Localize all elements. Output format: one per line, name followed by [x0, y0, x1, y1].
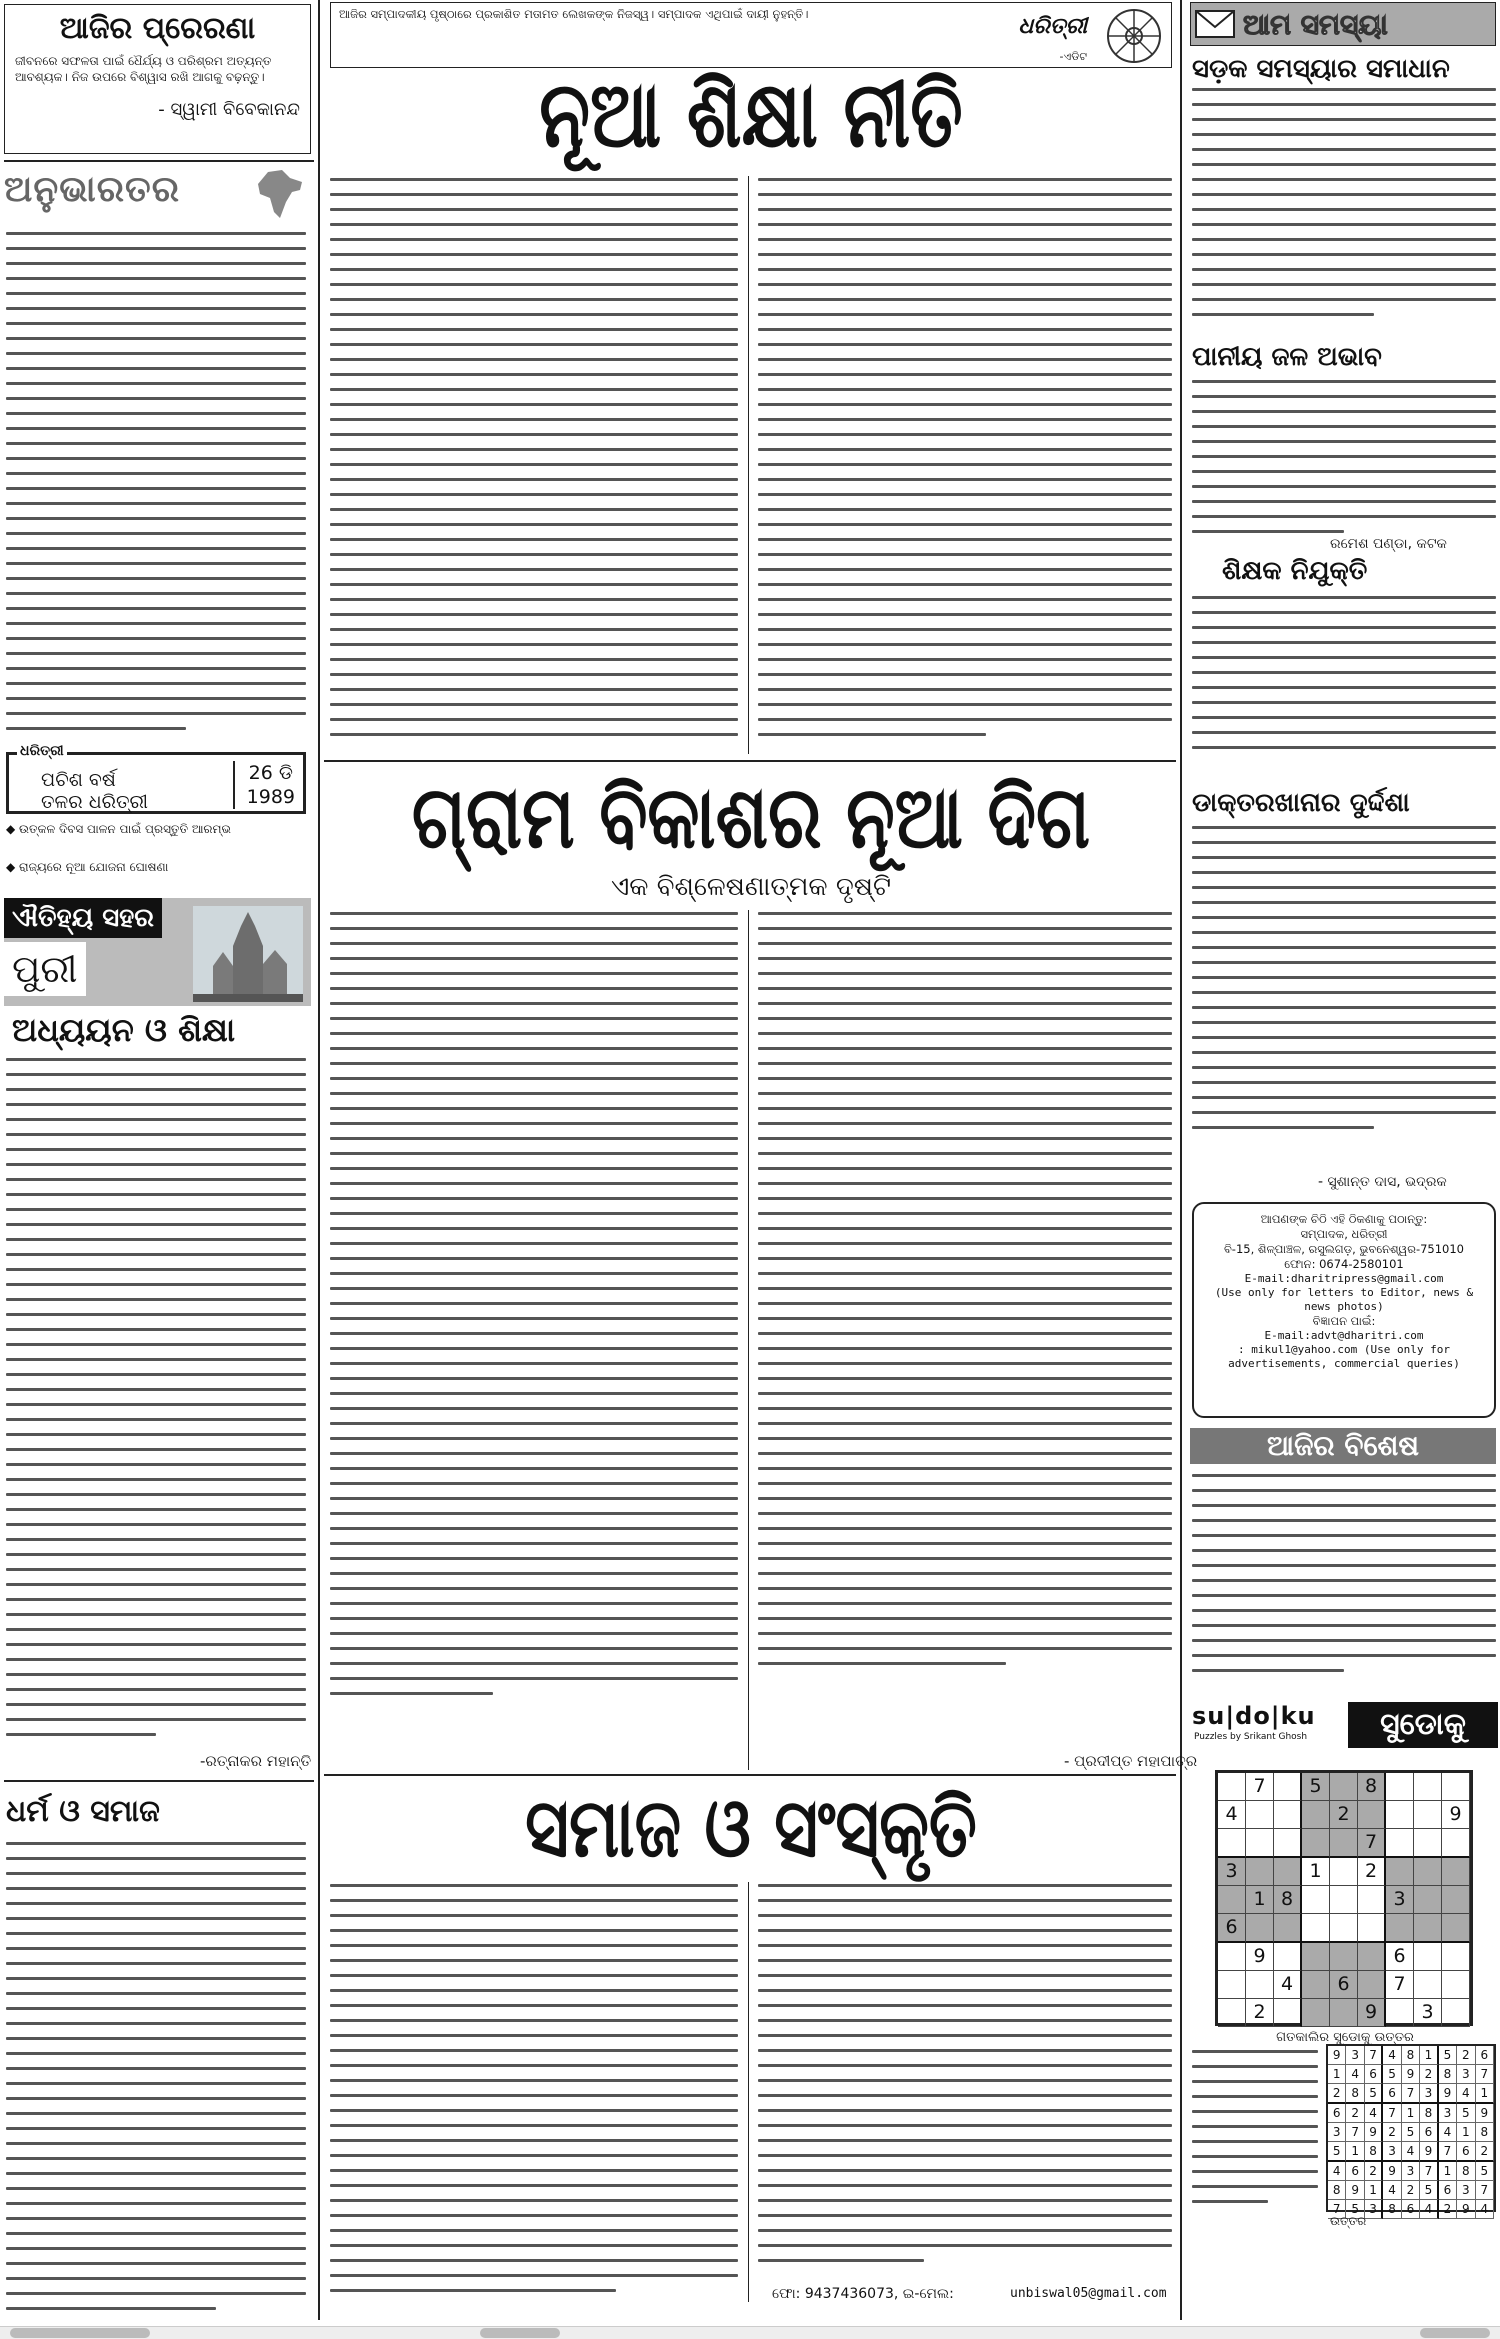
sudoku-answer-cell: 7: [1476, 2065, 1494, 2084]
sudoku-cell: 2: [1246, 1999, 1274, 2027]
letter-headline-3: ଶିକ୍ଷକ ନିଯୁକ୍ତି: [1222, 556, 1368, 586]
quote-title: ଆଜିର ପ୍ରେରଣା: [59, 11, 256, 46]
sudoku-cell: 7: [1358, 1829, 1386, 1858]
sudoku-answer-cell: 1: [1365, 2181, 1383, 2200]
quote-author: - ସ୍ୱାମୀ ବିବେକାନନ୍ଦ: [158, 99, 300, 120]
sudoku-cell: [1358, 1943, 1386, 1971]
quote-box: [4, 4, 311, 154]
sudoku-answer-cell: 8: [1365, 2142, 1383, 2162]
sudoku-answer-cell: 2: [1365, 2162, 1383, 2181]
sudoku-answer-cell: 4: [1402, 2142, 1420, 2162]
sudoku-cell: [1442, 1999, 1470, 2027]
sudoku-grid: [1215, 1770, 1473, 2026]
sudoku-cell: 2: [1330, 1801, 1358, 1829]
sudoku-cell: 9: [1442, 1801, 1470, 1829]
sudoku-cell: [1246, 1971, 1274, 1999]
letter-headline-1: ସଡ଼କ ସମସ୍ୟାର ସମାଧାନ: [1192, 54, 1450, 84]
sudoku-cell: [1274, 1858, 1302, 1886]
contact-address: ବି-15, ଶିଳ୍ପାଞ୍ଚଳ, ରସୁଲଗଡ଼, ଭୁବନେଶ୍ୱର-751010: [1223, 1242, 1465, 1256]
notice-body: [1192, 1474, 1496, 1694]
sudoku-cell: [1274, 1914, 1302, 1943]
column-divider: [748, 176, 749, 754]
bullet-text: ରାଜ୍ୟରେ ନୂଆ ଯୋଜନା ଘୋଷଣା: [19, 860, 169, 874]
byline-second: - ପ୍ରଦୀପ୍ତ ମହାପାତ୍ର: [1064, 1752, 1198, 1770]
sudoku-answer-cell: 5: [1476, 2162, 1494, 2181]
notice-banner: ଆଜିର ବିଶେଷ: [1190, 1428, 1496, 1464]
sudoku-cell: [1302, 1801, 1330, 1829]
column-divider: [318, 0, 320, 2320]
sudoku-cell: 8: [1358, 1773, 1386, 1801]
sudoku-answer-cell: 8: [1402, 2046, 1420, 2065]
sudoku-answer-cell: 7: [1328, 2200, 1346, 2219]
contact-phone: ଫୋନ: 0674-2580101: [1284, 1257, 1404, 1271]
sudoku-cell: [1358, 1914, 1386, 1943]
masthead-logo: ଧରିତ୍ରୀ: [1018, 14, 1087, 39]
sudoku-cell: [1274, 1943, 1302, 1971]
sudoku-cell: [1414, 1914, 1442, 1943]
sudoku-answer-cell: 8: [1439, 2065, 1457, 2084]
sudoku-caption: ଗତକାଲିର ସୁଡୋକୁ ଉତ୍ତର: [1276, 2030, 1414, 2045]
sudoku-cell: [1302, 1886, 1330, 1914]
sudoku-cell: [1302, 1971, 1330, 1999]
sudoku-cell: [1246, 1858, 1274, 1886]
sudoku-cell: [1218, 1829, 1246, 1858]
column-divider: [748, 910, 749, 1770]
sudoku-answer-cell: 6: [1476, 2046, 1494, 2065]
temple-icon: [193, 906, 303, 1002]
sudoku-cell: [1358, 1886, 1386, 1914]
sudoku-answer-cell: 1: [1402, 2104, 1420, 2123]
sudoku-answer-cell: 9: [1457, 2200, 1475, 2219]
letter-signature: - ସୁଶାନ୍ତ ଦାସ, ଭଦ୍ରକ: [1318, 1174, 1447, 1190]
sudoku-cell: [1274, 1801, 1302, 1829]
sudoku-cell: [1442, 1914, 1470, 1943]
sudoku-cell: 9: [1358, 1999, 1386, 2027]
sudoku-cell: [1414, 1971, 1442, 1999]
article-body-left-2: [6, 1058, 306, 1750]
years-line-1: ପଚିଶ ବର୍ଷ: [41, 769, 116, 791]
byline-left: -ରତ୍ନାକର ମହାନ୍ତି: [200, 1752, 312, 1770]
letters-banner: [1190, 2, 1496, 46]
contact-line: ସମ୍ପାଦକ, ଧରିତ୍ରୀ: [1300, 1227, 1388, 1241]
sudoku-cell: [1414, 1943, 1442, 1971]
sudoku-answer-cell: 8: [1328, 2181, 1346, 2200]
sudoku-cell: 2: [1358, 1858, 1386, 1886]
sudoku-answer-cell: 6: [1439, 2181, 1457, 2200]
sudoku-cell: [1386, 1773, 1414, 1801]
sudoku-answer-cell: 2: [1439, 2200, 1457, 2219]
sudoku-answer-cell: 7: [1439, 2142, 1457, 2162]
sudoku-cell: [1358, 1801, 1386, 1829]
sudoku-cell: [1218, 1943, 1246, 1971]
column-divider: [1180, 0, 1182, 2320]
sudoku-cell: 4: [1274, 1971, 1302, 1999]
sudoku-cell: [1442, 1773, 1470, 1801]
sudoku-cell: 1: [1302, 1858, 1330, 1886]
letter-signature: ରମେଶ ପଣ୍ଡା, କଟକ: [1330, 536, 1447, 552]
sudoku-answer-cell: 9: [1383, 2162, 1401, 2181]
sudoku-cell: 7: [1386, 1971, 1414, 1999]
second-subheadline: ଏକ ବିଶ୍ଳେଷଣାତ୍ମକ ଦୃଷ୍ଟି: [611, 872, 891, 902]
years-ago-box: [6, 743, 306, 814]
sudoku-instructions: [1192, 2050, 1318, 2240]
years-date-year: 1989: [246, 786, 295, 808]
contact-box: [1192, 1202, 1496, 1418]
second-headline: ଗ୍ରାମ ବିକାଶର ନୂଆ ଦିଗ: [411, 767, 1091, 868]
sudoku-answer-cell: 8: [1383, 2200, 1401, 2219]
sudoku-cell: [1414, 1886, 1442, 1914]
sudoku-answer-cell: 2: [1402, 2181, 1420, 2200]
sudoku-cell: [1218, 1971, 1246, 1999]
article-body-1b: [758, 178, 1172, 754]
third-headline: ସମାଜ ଓ ସଂସ୍କୃତି: [525, 1780, 977, 1876]
scrollbar-thumb[interactable]: [1420, 2328, 1490, 2338]
years-date-day: 26 ଡି: [248, 762, 293, 784]
sudoku-answer-cell: 5: [1402, 2123, 1420, 2142]
sudoku-cell: 7: [1246, 1773, 1274, 1801]
section-divider: [324, 1774, 1176, 1776]
sudoku-answer-cell: 1: [1439, 2162, 1457, 2181]
byline-third: ଫୋ: 9437436073, ଇ-ମେଲ:: [772, 2286, 954, 2302]
sudoku-answer-cell: 7: [1476, 2181, 1494, 2200]
bullet-text: ଉତ୍କଳ ଦିବସ ପାଳନ ପାଇଁ ପ୍ରସ୍ତୁତି ଆରମ୍ଭ: [19, 822, 231, 836]
sudoku-answer-cell: 4: [1439, 2123, 1457, 2142]
sudoku-answer-cell: 4: [1346, 2065, 1364, 2084]
bullet-item: ◆ ଉତ୍କଳ ଦିବସ ପାଳନ ପାଇଁ ପ୍ରସ୍ତୁତି ଆରମ୍ଭ: [6, 822, 231, 836]
sudoku-answer-cell: 7: [1365, 2046, 1383, 2065]
sudoku-cell: [1274, 1829, 1302, 1858]
sudoku-answer-cell: 3: [1457, 2181, 1475, 2200]
letter-body-1: [1192, 88, 1496, 334]
sudoku-answer-cell: 9: [1420, 2142, 1438, 2162]
sudoku-cell: [1274, 1999, 1302, 2027]
sudoku-cell: [1302, 1829, 1330, 1858]
sudoku-answer-cell: 2: [1328, 2084, 1346, 2104]
letter-headline-2: ପାନୀୟ ଜଳ ଅଭାବ: [1192, 342, 1382, 372]
sudoku-answer-cell: 7: [1402, 2084, 1420, 2104]
sudoku-answer-cell: 5: [1383, 2065, 1401, 2084]
sudoku-answer-cell: 4: [1383, 2046, 1401, 2065]
sudoku-answer-cell: 6: [1346, 2162, 1364, 2181]
sudoku-answer-cell: 5: [1328, 2142, 1346, 2162]
sudoku-answer-cell: 5: [1365, 2084, 1383, 2104]
sudoku-cell: [1218, 1773, 1246, 1801]
contact-note: (Use only for letters to Editor, news & news photos): [1214, 1286, 1474, 1313]
sudoku-cell: 5: [1302, 1773, 1330, 1801]
sudoku-answer-cell: 3: [1439, 2104, 1457, 2123]
sudoku-cell: 3: [1218, 1858, 1246, 1886]
years-date: [233, 761, 295, 809]
sudoku-answer-cell: 6: [1457, 2142, 1475, 2162]
article-body-2b: [758, 912, 1172, 1742]
sudoku-cell: [1218, 1999, 1246, 2027]
sudoku-answer-cell: 7: [1383, 2104, 1401, 2123]
sudoku-answer-cell: 9: [1402, 2065, 1420, 2084]
sudoku-cell: [1302, 1999, 1330, 2027]
sudoku-answer-cell: 4: [1383, 2181, 1401, 2200]
envelope-icon: [1195, 7, 1235, 41]
sudoku-answer-cell: 7: [1346, 2123, 1364, 2142]
sudoku-cell: [1442, 1858, 1470, 1886]
sudoku-answer-cell: 3: [1365, 2200, 1383, 2219]
sudoku-answer-cell: 1: [1420, 2046, 1438, 2065]
sudoku-cell: [1330, 1829, 1358, 1858]
sudoku-cell: 6: [1330, 1971, 1358, 1999]
sudoku-cell: [1218, 1886, 1246, 1914]
sudoku-answer-cell: 3: [1328, 2123, 1346, 2142]
sudoku-cell: 6: [1386, 1943, 1414, 1971]
sudoku-answer-cell: 1: [1346, 2142, 1364, 2162]
section-divider: [4, 160, 314, 162]
sudoku-answer-cell: 8: [1420, 2104, 1438, 2123]
sudoku-answer-cell: 6: [1402, 2200, 1420, 2219]
sudoku-cell: 1: [1246, 1886, 1274, 1914]
place-banner: [4, 898, 311, 1006]
sudoku-answer-cell: 2: [1457, 2046, 1475, 2065]
india-map-icon: [250, 168, 308, 224]
page-label: -ଏଡିଟ: [1059, 50, 1087, 63]
sudoku-cell: 3: [1386, 1886, 1414, 1914]
scrollbar-thumb[interactable]: [10, 2328, 150, 2338]
sudoku-answer-cell: 6: [1383, 2084, 1401, 2104]
sudoku-cell: 4: [1218, 1801, 1246, 1829]
sudoku-cell: [1246, 1914, 1274, 1943]
sudoku-answer-cell: 3: [1457, 2065, 1475, 2084]
sudoku-cell: [1386, 1801, 1414, 1829]
letter-body-2: [1192, 380, 1496, 550]
section-divider: [324, 760, 1176, 762]
left-headline-2: ଅଧ୍ୟୟନ ଓ ଶିକ୍ଷା: [12, 1011, 236, 1049]
sudoku-answer-cell: 1: [1457, 2123, 1475, 2142]
sudoku-cell: [1274, 1773, 1302, 1801]
place-subtitle: ପୁରୀ: [4, 942, 86, 996]
sudoku-answer-cell: 8: [1457, 2162, 1475, 2181]
contact-email[interactable]: : mikul1@yahoo.com (Use only for advertisements, commercial queries): [1228, 1343, 1460, 1370]
sudoku-answer-cell: 9: [1439, 2084, 1457, 2104]
sudoku-cell: [1302, 1943, 1330, 1971]
letter-body-3: [1192, 596, 1496, 772]
contact-line: ବିଜ୍ଞାପନ ପାଇଁ:: [1312, 1314, 1376, 1328]
sudoku-header: [1192, 1702, 1498, 1750]
article-body-left-1: [6, 232, 306, 744]
sudoku-answer-cell: 6: [1365, 2065, 1383, 2084]
masthead-strip: [330, 2, 1172, 68]
masthead-strip-text: ଆଜିର ସମ୍ପାଦକୀୟ ପୃଷ୍ଠାରେ ପ୍ରକାଶିତ ମତାମତ ଲେଖକଙ୍କ ନିଜସ୍ୱ। ସମ୍ପାଦକ ଏଥିପାଇଁ ଦାୟୀ ନୁହନ୍ତି।: [339, 7, 809, 21]
column-divider: [748, 1882, 749, 2302]
sudoku-answer-cell: 2: [1383, 2123, 1401, 2142]
letter-body-4: [1192, 826, 1496, 1176]
sudoku-answer-grid: [1326, 2044, 1496, 2216]
sudoku-answer-cell: 9: [1328, 2046, 1346, 2065]
sudoku-cell: [1414, 1801, 1442, 1829]
sudoku-answer-cell: 4: [1457, 2084, 1475, 2104]
sudoku-cell: [1330, 1858, 1358, 1886]
sudoku-answer-cell: 5: [1457, 2104, 1475, 2123]
sudoku-answer-cell: 6: [1420, 2123, 1438, 2142]
sudoku-cell: [1442, 1971, 1470, 1999]
sudoku-answer-cell: 3: [1383, 2142, 1401, 2162]
sudoku-answer-cell: 1: [1328, 2065, 1346, 2084]
sudoku-cell: [1358, 1971, 1386, 1999]
wheel-emblem-icon: [1105, 7, 1163, 65]
sudoku-answer-cell: 2: [1420, 2065, 1438, 2084]
sudoku-cell: [1386, 1858, 1414, 1886]
contact-email[interactable]: E-mail:dharitripress@gmail.com: [1244, 1272, 1444, 1285]
sudoku-answer-caption: ଉତ୍ତର: [1330, 2214, 1367, 2228]
bullet-item: ◆ ରାଜ୍ୟରେ ନୂଆ ଯୋଜନା ଘୋଷଣା: [6, 860, 169, 874]
sudoku-answer-cell: 1: [1476, 2084, 1494, 2104]
section-divider: [4, 1780, 314, 1782]
sudoku-answer-cell: 4: [1476, 2200, 1494, 2219]
sudoku-cell: [1414, 1829, 1442, 1858]
main-headline: ନୂଆ ଶିକ୍ଷା ନୀତି: [539, 60, 963, 168]
sudoku-cell: [1302, 1914, 1330, 1943]
letter-headline-4: ଡାକ୍ତରଖାନାର ଦୁର୍ଦ୍ଦଶା: [1192, 788, 1410, 818]
sudoku-cell: [1246, 1829, 1274, 1858]
sudoku-title: ସୁଡୋକୁ: [1348, 1702, 1498, 1748]
sudoku-answer-cell: 6: [1328, 2104, 1346, 2123]
article-body-1a: [330, 178, 738, 754]
left-headline-3: ଧର୍ମ ଓ ସମାଜ: [6, 1794, 160, 1829]
sudoku-cell: [1330, 1914, 1358, 1943]
sudoku-answer-cell: 8: [1346, 2084, 1364, 2104]
sudoku-answer-cell: 4: [1365, 2104, 1383, 2123]
sudoku-answer-cell: 5: [1439, 2046, 1457, 2065]
sudoku-cell: 9: [1246, 1943, 1274, 1971]
sudoku-answer-cell: 9: [1346, 2181, 1364, 2200]
sudoku-cell: [1414, 1858, 1442, 1886]
sudoku-cell: [1330, 1773, 1358, 1801]
sudoku-answer-cell: 9: [1365, 2123, 1383, 2142]
contact-email[interactable]: E-mail:advt@dharitri.com: [1264, 1329, 1424, 1342]
sudoku-cell: [1330, 1886, 1358, 1914]
sudoku-cell: [1442, 1829, 1470, 1858]
sudoku-cell: [1442, 1886, 1470, 1914]
article-body-2a: [330, 912, 738, 1750]
sudoku-cell: 6: [1218, 1914, 1246, 1943]
sudoku-answer-cell: 3: [1420, 2084, 1438, 2104]
sudoku-cell: [1330, 1999, 1358, 2027]
sudoku-answer-cell: 3: [1402, 2162, 1420, 2181]
sudoku-wordmark: su|do|ku: [1192, 1702, 1316, 1730]
sudoku-cell: [1330, 1943, 1358, 1971]
sudoku-cell: [1246, 1801, 1274, 1829]
sudoku-cell: 8: [1274, 1886, 1302, 1914]
letters-title: ଆମ ସମସ୍ୟା: [1243, 8, 1388, 41]
place-title: ଐତିହ୍ୟ ସହର: [4, 898, 162, 938]
column-logo: ଅନୁଭାରତର: [4, 168, 180, 210]
years-text: [41, 769, 148, 813]
sudoku-cell: [1414, 1773, 1442, 1801]
years-line-2: ତଳର ଧରିତ୍ରୀ: [41, 791, 149, 813]
sudoku-answer-cell: 3: [1346, 2046, 1364, 2065]
years-logo: ଧରିତ୍ରୀ: [17, 743, 67, 759]
sudoku-cell: [1386, 1829, 1414, 1858]
sudoku-answer-cell: 2: [1476, 2142, 1494, 2162]
sudoku-answer-cell: 2: [1346, 2104, 1364, 2123]
sudoku-cell: [1442, 1943, 1470, 1971]
quote-body: ଜୀବନରେ ସଫଳତା ପାଇଁ ଧୈର୍ଯ୍ୟ ଓ ପରିଶ୍ରମ ଅତ୍ୟନ୍ତ ଆବଶ୍ୟକ। ନିଜ ଉପରେ ବିଶ୍ୱାସ ରଖି ଆଗକୁ ବଢ଼ନ୍ତୁ।: [15, 54, 272, 84]
sudoku-answer-cell: 7: [1420, 2162, 1438, 2181]
sudoku-answer-cell: 8: [1476, 2123, 1494, 2142]
sudoku-answer-cell: 5: [1420, 2181, 1438, 2200]
article-body-3b: [758, 1884, 1172, 2282]
sudoku-cell: [1386, 1914, 1414, 1943]
article-body-left-3: [6, 1842, 306, 2322]
sudoku-answer-cell: 9: [1476, 2104, 1494, 2123]
sudoku-cell: [1386, 1999, 1414, 2027]
byline-email[interactable]: unbiswal05@gmail.com: [1010, 2286, 1167, 2301]
sudoku-answer-cell: 5: [1346, 2200, 1364, 2219]
horizontal-scrollbar[interactable]: [0, 2326, 1500, 2339]
sudoku-answer-cell: 4: [1328, 2162, 1346, 2181]
sudoku-answer-cell: 4: [1420, 2200, 1438, 2219]
article-body-3a: [330, 1884, 738, 2304]
sudoku-credit: Puzzles by Srikant Ghosh: [1194, 1732, 1308, 1742]
scrollbar-thumb[interactable]: [480, 2328, 560, 2338]
contact-line: ଆପଣଙ୍କ ଚିଠି ଏହି ଠିକଣାକୁ ପଠାନ୍ତୁ:: [1260, 1212, 1428, 1226]
sudoku-cell: 3: [1414, 1999, 1442, 2027]
